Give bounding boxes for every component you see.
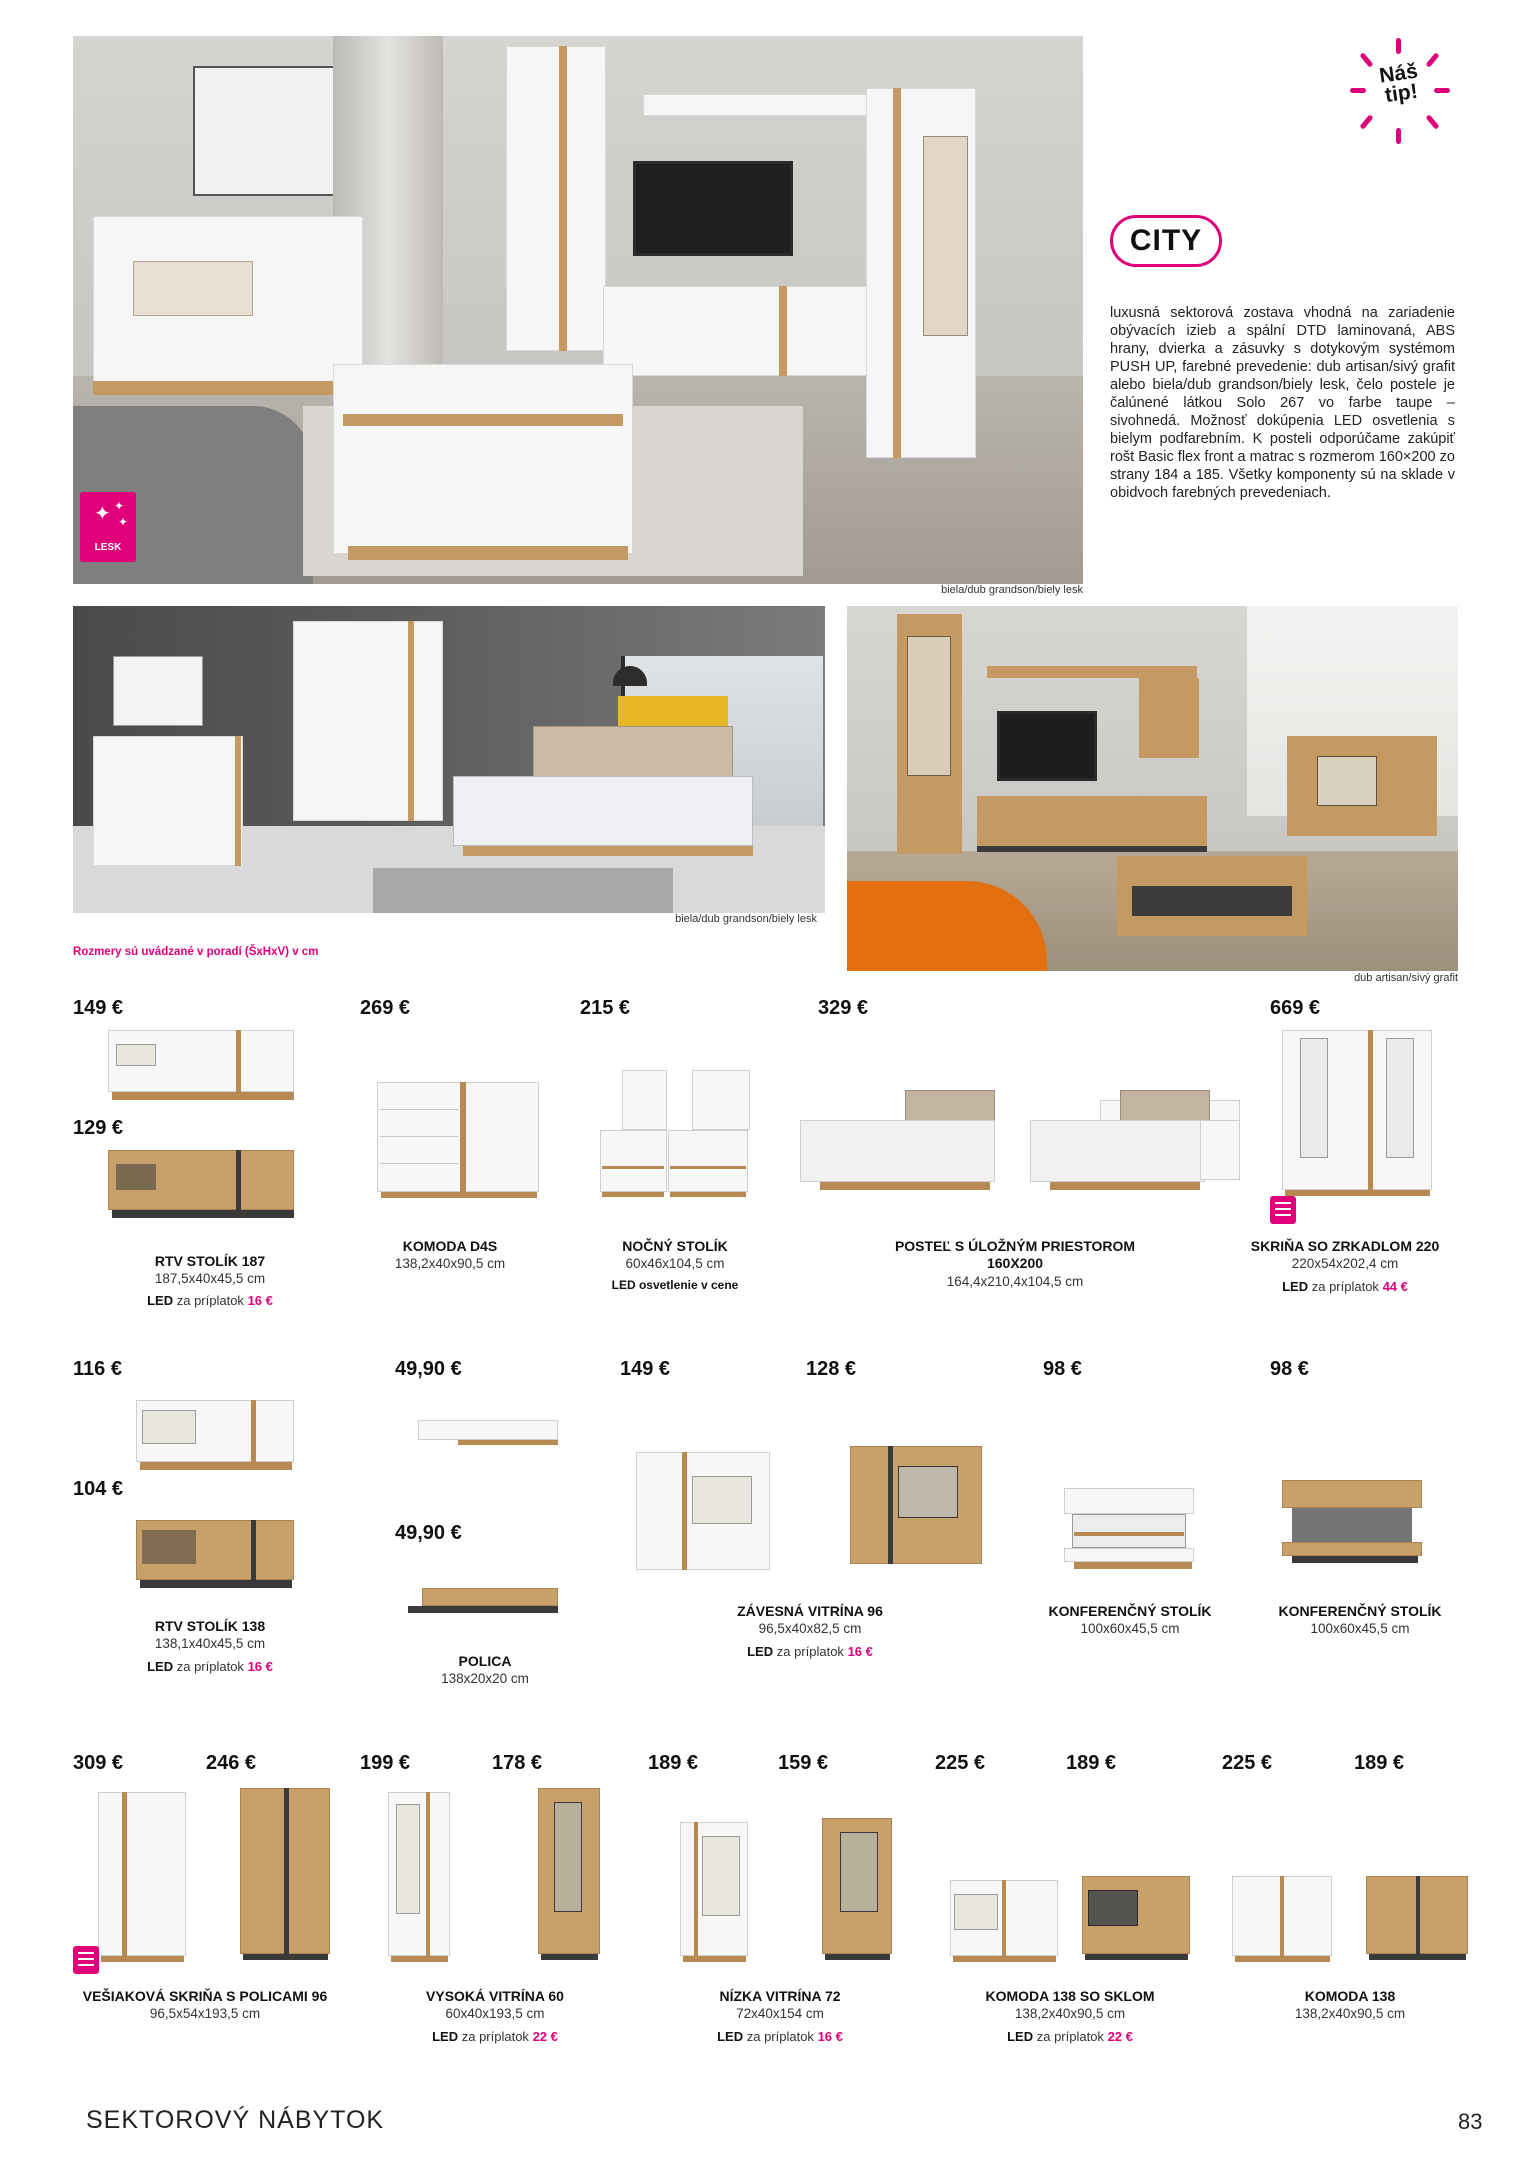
product-image-postel (800, 1090, 1240, 1200)
price-komoda138-white: 225 € (1222, 1752, 1273, 1774)
sparkle-icon: ✦ (94, 503, 111, 525)
product-name-polica: POLICA (458, 1653, 512, 1669)
price-vesiakova-oak: 246 € (206, 1752, 257, 1774)
living-room-photo (73, 36, 1083, 584)
product-image-vesiakova-oak (240, 1788, 330, 1960)
product-image-zavesna-oak (850, 1446, 982, 1564)
product-led-komoda-sklo: LED za príplatok 22 € (1007, 2029, 1133, 2044)
photo-caption-bedroom: biela/dub grandson/biely lesk (675, 913, 817, 925)
product-led-skrina-220: LED za príplatok 44 € (1282, 1279, 1408, 1294)
price-zavesna-white: 149 € (620, 1358, 671, 1380)
price-rtv138-oak: 104 € (73, 1478, 124, 1500)
product-dims-komoda-sklo: 138,2x40x90,5 cm (1014, 2006, 1126, 2021)
product-name-komoda-sklo: KOMODA 138 SO SKLOM (985, 1988, 1155, 2004)
product-image-rtv138-oak (136, 1520, 294, 1594)
product-image-zavesna-white (636, 1452, 770, 1570)
product-image-rtv187-white (108, 1030, 294, 1104)
price-rtv187-white: 149 € (73, 997, 124, 1019)
section-title: SEKTOROVÝ NÁBYTOK (86, 2106, 385, 2134)
price-nocny-stolik: 215 € (580, 997, 631, 1019)
product-image-konf-white (1064, 1488, 1194, 1572)
product-dims-komoda-d4s: 138,2x40x90,5 cm (394, 1256, 506, 1271)
price-rtv187-oak: 129 € (73, 1117, 124, 1139)
price-postel: 329 € (818, 997, 869, 1019)
product-image-skrina-220 (1282, 1030, 1432, 1198)
price-vysoka-oak: 178 € (492, 1752, 543, 1774)
wardrobe-icon (1270, 1196, 1296, 1224)
price-nizka-white: 189 € (648, 1752, 699, 1774)
collection-title: CITY (1110, 215, 1222, 267)
product-dims-rtv187: 187,5x40x45,5 cm (154, 1271, 266, 1286)
product-dims-nizka: 72x40x154 cm (736, 2006, 824, 2021)
product-dims-polica: 138x20x20 cm (441, 1671, 529, 1686)
photo-caption-main: biela/dub grandson/biely lesk (941, 584, 1083, 596)
dimensions-note: Rozmery sú uvádzané v poradí (ŠxHxV) v cm (73, 946, 319, 958)
nas-tip-badge (1350, 36, 1450, 146)
price-vysoka-white: 199 € (360, 1752, 411, 1774)
product-image-rtv138-white (136, 1400, 294, 1476)
product-name-postel: POSTEĽ S ÚLOŽNÝM PRIESTOROM 160X200 (894, 1238, 1136, 1271)
product-led-vysoka: LED za príplatok 22 € (432, 2029, 558, 2044)
product-name-zavesna: ZÁVESNÁ VITRÍNA 96 (737, 1603, 883, 1619)
product-name-skrina-220: SKRIŇA SO ZRKADLOM 220 (1250, 1238, 1440, 1254)
product-name-rtv187: RTV STOLÍK 187 (154, 1253, 266, 1269)
product-dims-skrina-220: 220x54x202,4 cm (1291, 1256, 1399, 1271)
photo-caption-oak: dub artisan/sivý grafit (1354, 972, 1458, 984)
price-rtv138-white: 116 € (73, 1358, 122, 1380)
page-number: 83 (1458, 2109, 1483, 2134)
product-dims-konf-white: 100x60x45,5 cm (1080, 1621, 1180, 1636)
product-image-vysoka-white (388, 1792, 450, 1962)
price-skrina-220: 669 € (1270, 997, 1321, 1019)
product-image-nizka-oak (822, 1818, 892, 1960)
product-dims-rtv138: 138,1x40x45,5 cm (154, 1636, 266, 1651)
shelving-icon (73, 1946, 99, 1974)
product-led-zavesna: LED za príplatok 16 € (747, 1644, 873, 1659)
product-led-rtv138: LED za príplatok 16 € (147, 1659, 273, 1674)
sparkle-icon: ✦ (118, 515, 129, 529)
product-image-vesiakova-white (98, 1792, 186, 1962)
product-image-komoda138-oak (1366, 1876, 1468, 1960)
product-name-vysoka: VYSOKÁ VITRÍNA 60 (426, 1988, 564, 2004)
product-image-rtv187-oak (108, 1150, 294, 1222)
product-dims-vesiakova: 96,5x54x193,5 cm (149, 2006, 261, 2021)
product-image-nocny-stolik (600, 1070, 750, 1200)
product-image-komoda-sklo-white (950, 1880, 1058, 1962)
product-name-konf-white: KONFERENČNÝ STOLÍK (1048, 1603, 1212, 1619)
price-polica-oak: 49,90 € (395, 1522, 462, 1544)
product-dims-postel: 164,4x210,4x104,5 cm (946, 1274, 1084, 1289)
product-name-komoda-d4s: KOMODA D4S (402, 1238, 498, 1254)
lesk-label: LESK (94, 542, 122, 553)
product-name-vesiakova: VEŠIAKOVÁ SKRIŇA S POLICAMI 96 (82, 1988, 328, 2004)
product-name-nizka: NÍZKA VITRÍNA 72 (719, 1988, 841, 2004)
product-image-komoda-d4s (377, 1082, 539, 1200)
product-name-komoda138: KOMODA 138 (1304, 1988, 1396, 2004)
price-vesiakova-white: 309 € (73, 1752, 124, 1774)
product-image-vysoka-oak (538, 1788, 600, 1960)
oak-living-photo (847, 606, 1458, 971)
product-led-nocny-stolik: LED osvetlenie v cene (611, 1278, 739, 1292)
price-komoda138-oak: 189 € (1354, 1752, 1405, 1774)
product-name-rtv138: RTV STOLÍK 138 (154, 1618, 266, 1634)
price-zavesna-oak: 128 € (806, 1358, 857, 1380)
collection-description: luxusná sektorová zostava vhodná na zariadenie obývacích izieb a spální DTD laminovaná, ABS hrany, dvierka a zásuvky s dotykovým systémom PUSH UP, farebné prevedenie: dub artisan/sivý grafit alebo biela/dub grandson/biely lesk, čelo postele je čalúnené látkou Solo 267 vo farbe taupe – sivohnedá. Možnosť dokúpenia LED osvetlenia s bielym podfarebním. K posteli odporúčame zakúpiť rošt Basic flex front a matrac s rozmerom 160×200 zo strany 184 a 185. Všetky komponenty sú na sklade v obidvoch farebných prevedeniach. (1110, 305, 1455, 501)
nas-tip-label: Náš tip! (1377, 59, 1420, 108)
price-komoda-sklo-white: 225 € (935, 1752, 986, 1774)
product-led-rtv187: LED za príplatok 16 € (147, 1293, 273, 1308)
sparkle-icon: ✦ (114, 499, 125, 513)
product-image-nizka-white (680, 1822, 748, 1962)
product-led-nizka: LED za príplatok 16 € (717, 2029, 843, 2044)
product-image-komoda138-white (1232, 1876, 1332, 1962)
product-name-nocny-stolik: NOČNÝ STOLÍK (622, 1238, 728, 1254)
product-dims-nocny-stolik: 60x46x104,5 cm (625, 1256, 725, 1271)
product-dims-komoda138: 138,2x40x90,5 cm (1294, 2006, 1406, 2021)
product-dims-vysoka: 60x40x193,5 cm (445, 2006, 545, 2021)
price-nizka-oak: 159 € (778, 1752, 829, 1774)
lesk-badge (80, 492, 136, 562)
price-konf-white: 98 € (1043, 1358, 1082, 1380)
price-konf-oak: 98 € (1270, 1358, 1309, 1380)
price-polica-white: 49,90 € (395, 1358, 462, 1380)
product-image-konf-oak (1282, 1480, 1422, 1566)
price-komoda-sklo-oak: 189 € (1066, 1752, 1117, 1774)
product-image-polica-oak (408, 1588, 558, 1620)
price-komoda-d4s: 269 € (360, 997, 411, 1019)
product-name-konf-oak: KONFERENČNÝ STOLÍK (1278, 1603, 1442, 1619)
product-image-polica-white (418, 1420, 558, 1450)
product-dims-zavesna: 96,5x40x82,5 cm (758, 1621, 862, 1636)
bedroom-photo (73, 606, 825, 913)
product-dims-konf-oak: 100x60x45,5 cm (1310, 1621, 1410, 1636)
product-image-komoda-sklo-oak (1082, 1876, 1190, 1960)
